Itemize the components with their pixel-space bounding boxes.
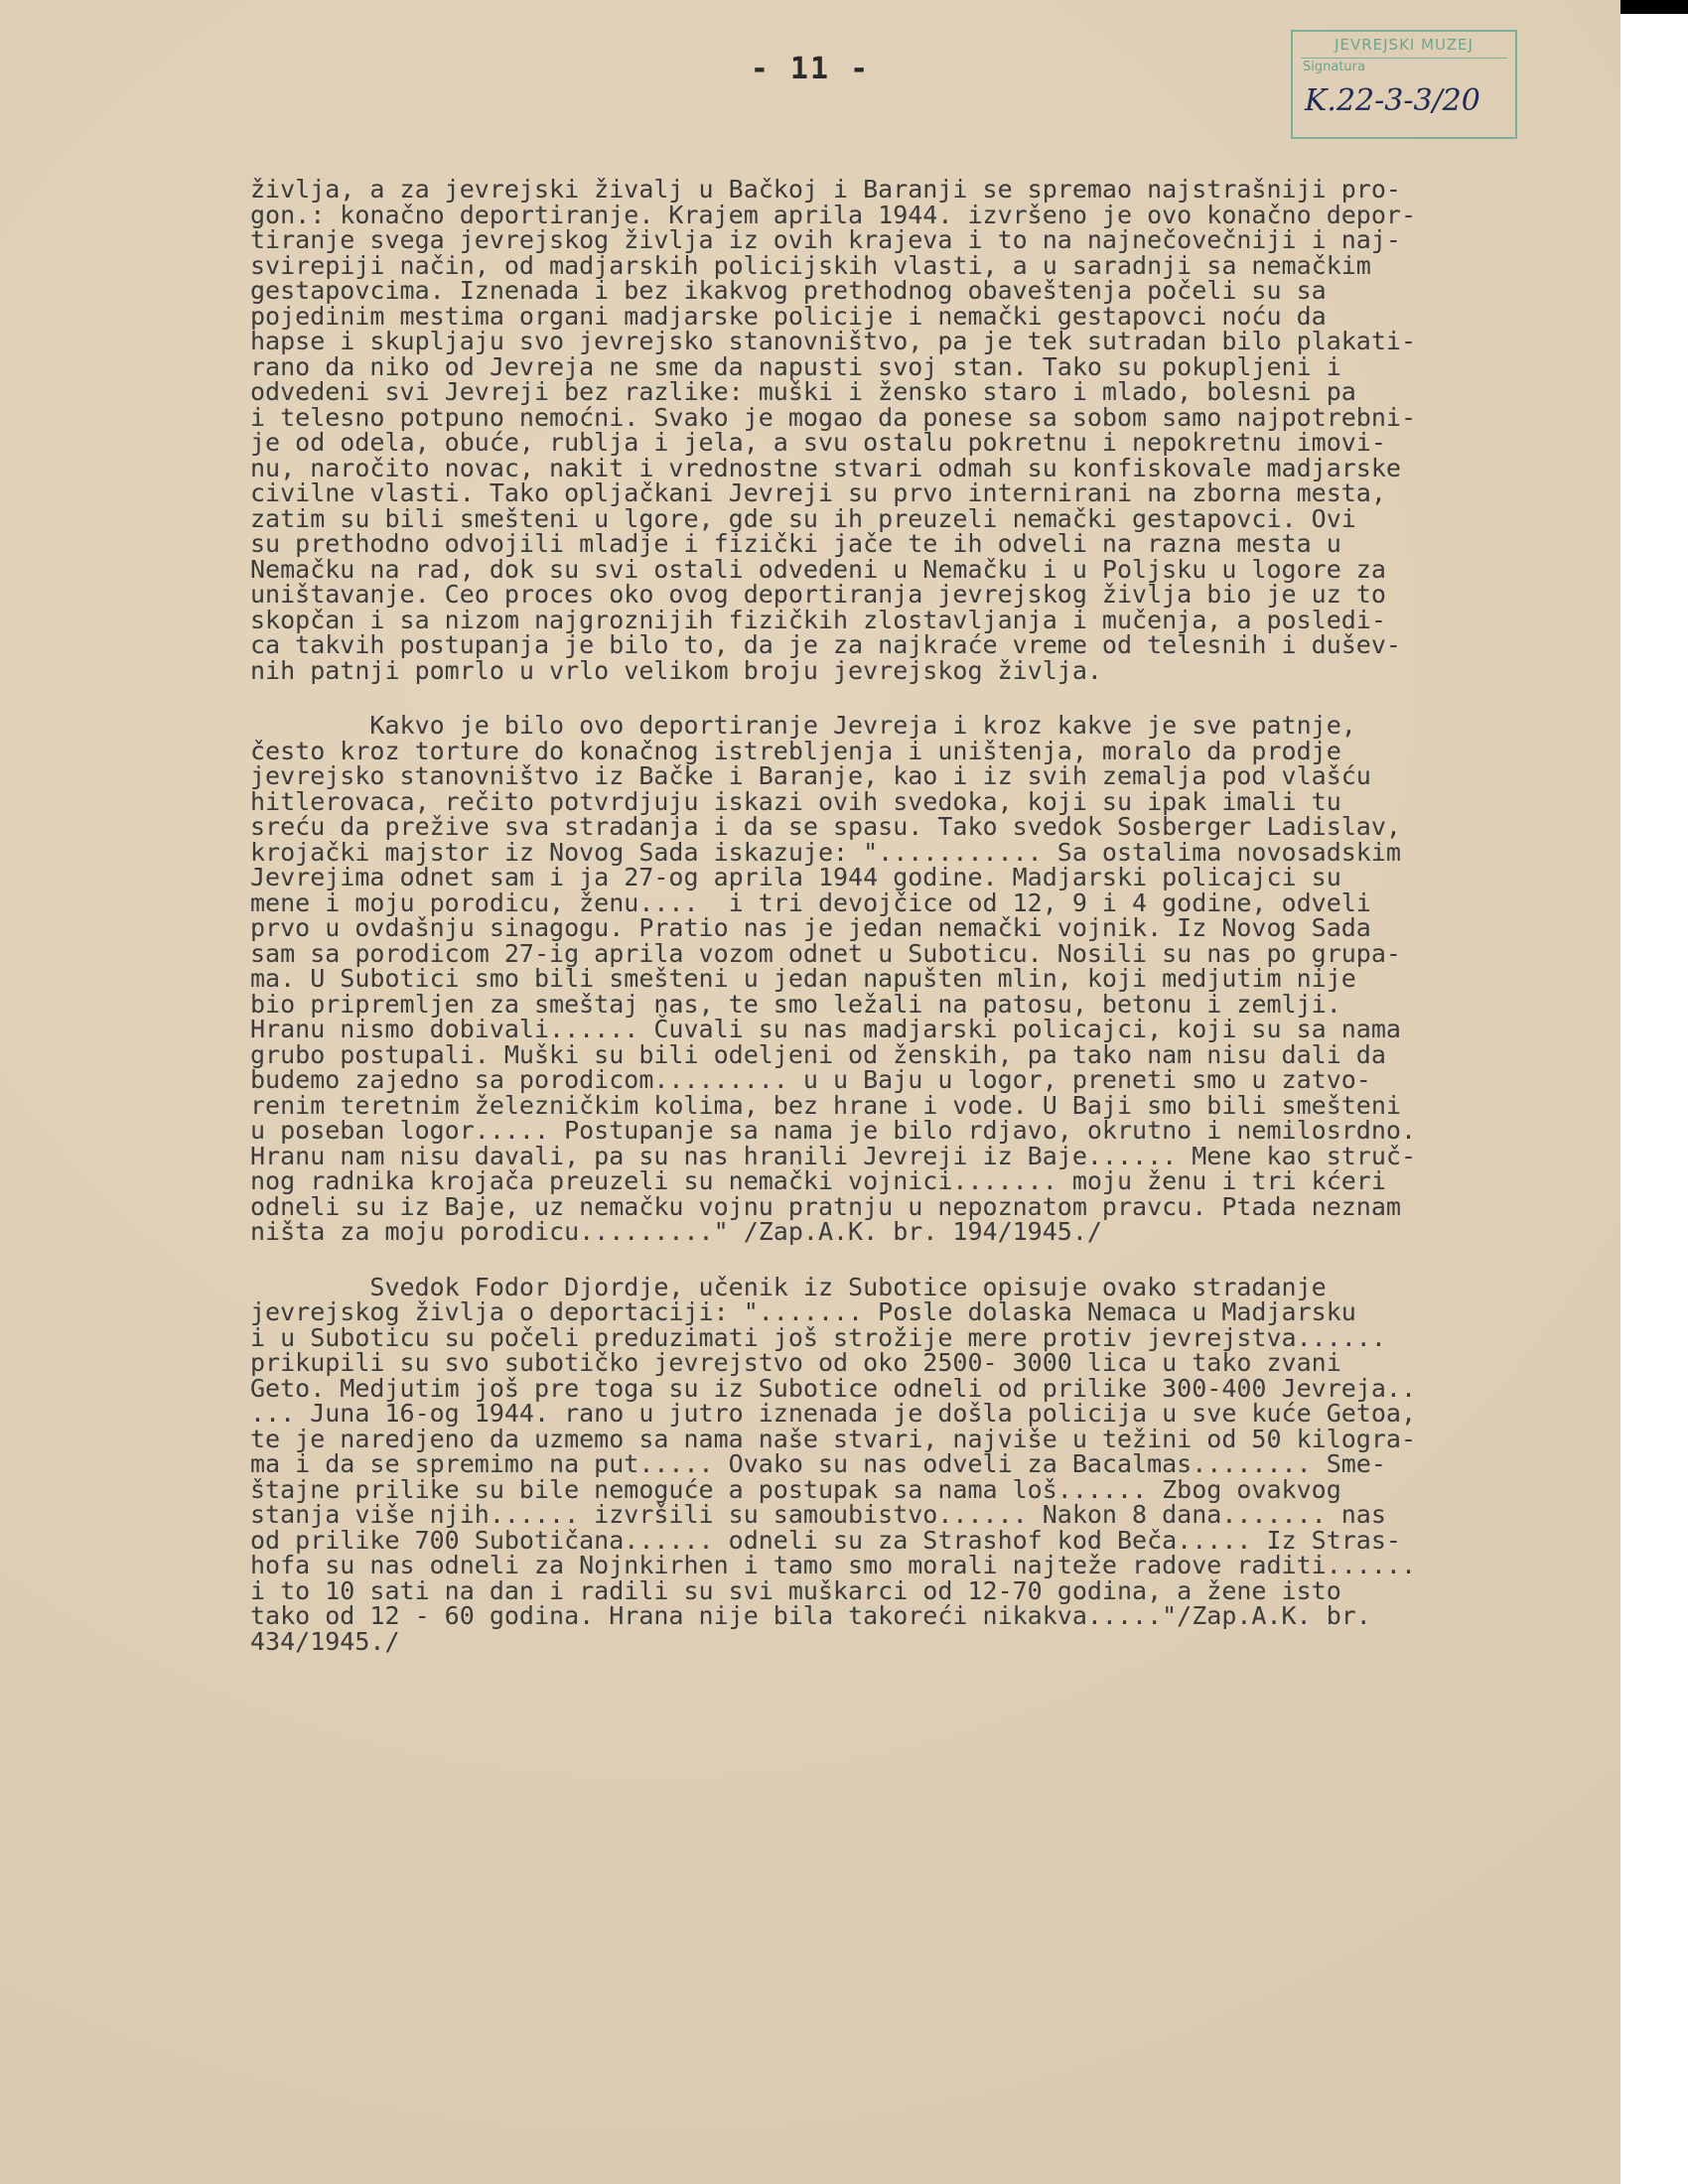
text-line: sreću da prežive sva stradanja i da se spasu. Tako svedok Sosberger Ladislav, — [250, 812, 1401, 841]
text-line: prikupili su svo subotičko jevrejstvo od oko 2500- 3000 lica u tako zvani — [250, 1348, 1341, 1377]
text-line: i to 10 sati na dan i radili su svi muškarci od 12-70 godina, a žene isto — [250, 1575, 1341, 1605]
text-line: uništavanje. Ceo proces oko ovog deportiranja jevrejskog življa bio je uz to — [250, 580, 1386, 609]
text-line: zatim su bili smešteni u lgore, gde su ih preuzeli nemački gestapovci. Ovi — [250, 503, 1356, 533]
text-line: nih patnji pomrlo u vrlo velikom broju jevrejskog življa. — [250, 655, 1102, 685]
text-line: Kakvo je bilo ovo deportiranje Jevreja i kroz kakve je sve patnje, — [250, 711, 1356, 740]
text-line: štajne prilike su bile nemoguće a postupak sa nama loš...... Zbog ovakvog — [250, 1474, 1341, 1504]
text-line: stanja više njih...... izvršili su samoubistvo...... Nakon 8 dana....... nas — [250, 1500, 1386, 1529]
paragraph-gap — [250, 683, 1611, 713]
text-line: grubo postupali. Muški su bili odeljeni od ženskih, pa tako nam nisu dali da — [250, 1039, 1386, 1069]
text-line: često kroz torture do konačnog istrebljenja i uništenja, moralo da prodje — [250, 736, 1341, 765]
text-line: krojački majstor iz Novog Sada iskazuje: "........... Sa ostalima novosadskim — [250, 837, 1401, 867]
paragraph — [250, 1272, 1611, 1656]
text-line: nu, naročito novac, nakit i vrednostne stvari odmah su konfiskovale madjarske — [250, 453, 1401, 482]
text-line: ma. U Subotici smo bili smešteni u jedan napušten mlin, koji medjutim nije — [250, 964, 1356, 993]
text-line: ništa za moju porodicu........." /Zap.A.K. br. 194/1945./ — [250, 1217, 1102, 1246]
text-line: Geto. Medjutim još pre toga su iz Subotice odneli od prilike 300-400 Jevreja.. — [250, 1373, 1416, 1403]
stamp-signature-label: Signatura — [1303, 60, 1365, 74]
text-line: civilne vlasti. Tako opljačkani Jevreji su prvo internirani na zborna mesta, — [250, 478, 1386, 507]
text-line: Jevrejima odnet sam i ja 27-og aprila 1944 godine. Madjarski policajci su — [250, 863, 1341, 891]
text-line: življa, a za jevrejski živalj u Bačkoj i Baranji se spremao najstrašniji pro- — [250, 175, 1401, 204]
text-line: hitlerovaca, rečito potvrdjuju iskazi ovih svedoka, koji su ipak imali tu — [250, 786, 1341, 816]
text-line: je od odela, obuće, rublja i jela, a svu ostalu pokretnu i nepokretnu imovi- — [250, 428, 1386, 457]
scan-border-strip — [1620, 0, 1688, 14]
text-line: i telesno potpuno nemoćni. Svako je mogao da ponese sa sobom samo najpotrebni- — [250, 402, 1416, 432]
text-line: hapse i skupljaju svo jevrejsko stanovništvo, pa je tek sutradan bilo plakati- — [250, 327, 1416, 355]
text-line: su prethodno odvojili mladje i fizički jače te ih odveli na razna mesta u — [250, 529, 1341, 558]
text-line: bio pripremljen za smeštaj nas, te smo ležali na patosu, betonu i zemlji. — [250, 989, 1341, 1019]
text-line: sam sa porodicom 27-ig aprila vozom odnet u Suboticu. Nosili su nas po grupa- — [250, 938, 1401, 968]
text-line: tiranje svega jevrejskog življa iz ovih krajeva i to na najnečovečniji i naj- — [250, 225, 1401, 254]
text-line: gestapovcima. Iznenada i bez ikakvog prethodnog obaveštenja počeli su sa — [250, 276, 1327, 305]
text-line: mene i moju porodicu, ženu.... i tri devojčice od 12, 9 i 4 godine, odveli — [250, 887, 1371, 917]
scan-margin — [1620, 0, 1688, 2184]
text-line: Hranu nismo dobivali...... Čuvali su nas madjarski policajci, koji su sa nama — [250, 1015, 1401, 1043]
text-line: ma i da se spremimo na put..... Ovako su nas odveli za Bacalmas........ Sme- — [250, 1449, 1386, 1478]
text-line: pojedinim mestima organi madjarske policije i nemački gestapovci noću da — [250, 301, 1327, 331]
text-line: Nemačku na rad, dok su svi ostali odvedeni u Nemačku i u Poljsku u logore za — [250, 554, 1386, 584]
text-line: te je naredjeno da uzmemo sa nama naše stvari, najviše u težini od 50 kilogra- — [250, 1424, 1416, 1453]
text-line: jevrejskog življa o deportaciji: "....... Posle dolaska Nemaca u Madjarsku — [250, 1297, 1356, 1326]
text-line: ca takvih postupanja je bilo to, da je za najkraće vreme od telesnih i dušev- — [250, 630, 1401, 659]
text-line: 434/1945./ — [250, 1626, 400, 1656]
text-line: gon.: konačno deportiranje. Krajem aprila 1944. izvršeno je ovo konačno depor- — [250, 200, 1416, 229]
page-number: - 11 - — [750, 52, 871, 86]
text-line: odneli su iz Baje, uz nemačku vojnu pratnju u nepoznatom pravcu. Ptada neznam — [250, 1191, 1401, 1221]
stamp-handwritten-number: K.22-3-3/20 — [1305, 83, 1480, 118]
text-line: tako od 12 - 60 godina. Hrana nije bila takoreći nikakva....."/Zap.A.K. br. — [250, 1601, 1371, 1630]
text-line: nog radnika krojača preuzeli su nemački vojnici....... moju ženu i tri kćeri — [250, 1166, 1386, 1195]
stamp-divider — [1301, 58, 1507, 59]
text-line: rano da niko od Jevreja ne sme da napusti svoj stan. Tako su pokupljeni i — [250, 351, 1341, 381]
text-line: svirepiji način, od madjarskih policijskih vlasti, a u saradnji sa nemačkim — [250, 250, 1371, 280]
paragraph — [250, 177, 1611, 683]
text-line: odvedeni svi Jevreji bez razlike: muški i žensko staro i mlado, bolesni pa — [250, 377, 1356, 406]
text-line: Svedok Fodor Djordje, učenik iz Subotice opisuje ovako stradanje — [250, 1272, 1327, 1301]
paragraph-gap — [250, 1245, 1611, 1275]
text-line: i u Suboticu su počeli preduzimati još strožije mere protiv jevrejstva...... — [250, 1322, 1386, 1352]
text-line: Hranu nam nisu davali, pa su nas hranili Jevreji iz Baje...... Mene kao struč- — [250, 1141, 1416, 1170]
text-line: skopčan i sa nizom najgroznijih fizičkih zlostavljanja i mučenja, a posledi- — [250, 605, 1386, 634]
museum-stamp — [1291, 30, 1517, 139]
paragraph — [250, 713, 1611, 1245]
document-body — [250, 177, 1611, 1654]
text-line: hofa su nas odneli za Nojnkirhen i tamo smo morali najteže radove raditi...... — [250, 1551, 1416, 1579]
text-line: prvo u ovdašnju sinagogu. Pratio nas je jedan nemački vojnik. Iz Novog Sada — [250, 913, 1371, 942]
text-line: od prilike 700 Subotičana...... odneli su za Strashof kod Beča..... Iz Stras- — [250, 1525, 1401, 1555]
stamp-title: JEVREJSKI MUZEJ — [1335, 36, 1474, 54]
text-line: jevrejsko stanovništvo iz Bačke i Baranje, kao i iz svih zemalja pod vlašću — [250, 761, 1371, 790]
text-line: ... Juna 16-og 1944. rano u jutro iznenada je došla policija u sve kuće Getoa, — [250, 1399, 1416, 1428]
text-line: u poseban logor..... Postupanje sa nama je bilo rdjavo, okrutno i nemilosrdno. — [250, 1116, 1416, 1145]
text-line: budemo zajedno sa porodicom......... u u Baju u logor, preneti smo u zatvo- — [250, 1065, 1371, 1094]
text-line: renim teretnim železničkim kolima, bez hrane i vode. U Baji smo bili smešteni — [250, 1090, 1401, 1120]
